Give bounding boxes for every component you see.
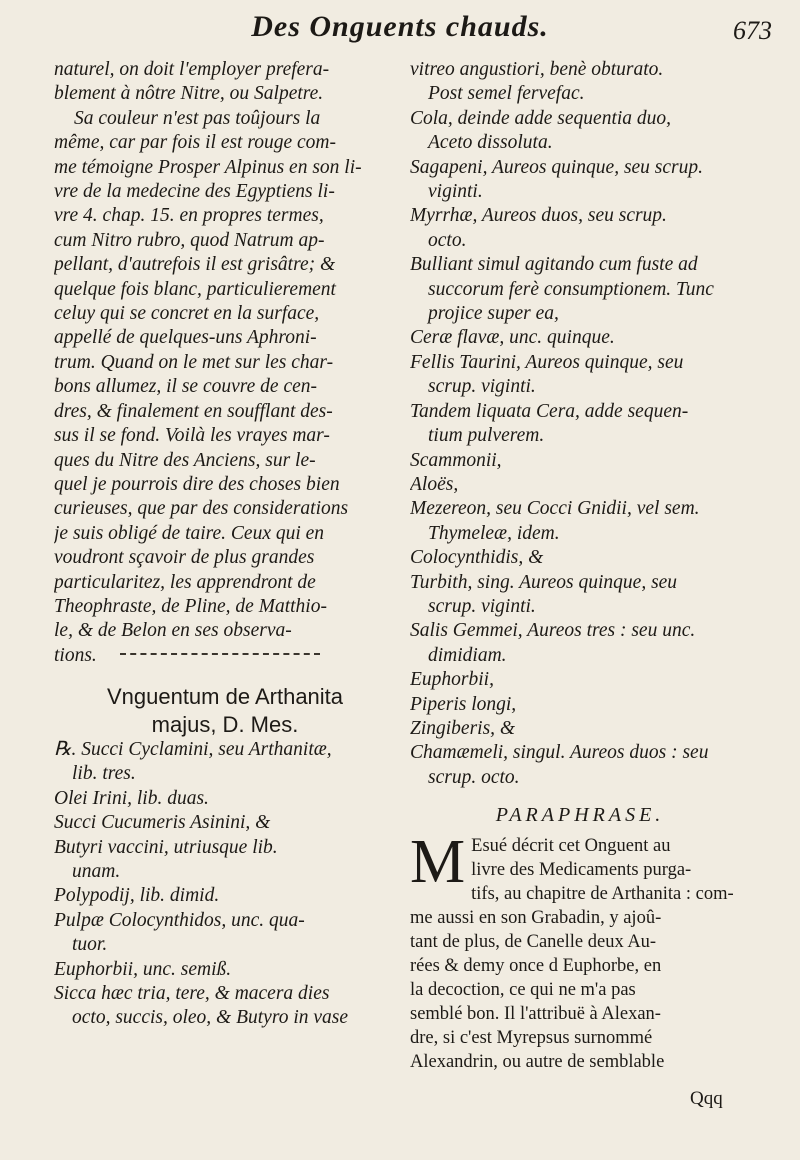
recipe-line: Pulpæ Colocynthidos, unc. qua- bbox=[54, 909, 305, 931]
running-title: Des Onguents chauds. bbox=[251, 10, 549, 43]
recipe-line: Chamæmeli, singul. Aureos duos : seu bbox=[410, 742, 709, 764]
recipe-line: scrup. viginti. bbox=[428, 376, 536, 398]
text-line: quel je pourrois dire des choses bien bbox=[54, 473, 340, 495]
text-line: me témoigne Prosper Alpinus en son li- bbox=[54, 156, 362, 178]
recipe-line: Scammonii, bbox=[410, 449, 502, 471]
paraphrase-line: tant de plus, de Canelle deux Au- bbox=[410, 931, 657, 952]
paraphrase-line: la decoction, ce qui ne m'a pas bbox=[410, 979, 636, 1000]
paraphrase-line: me aussi en son Grabadin, y ajoû- bbox=[410, 907, 662, 928]
recipe-line: Bulliant simul agitando cum fuste ad bbox=[410, 254, 698, 276]
recipe-line: Cola, deinde adde sequentia duo, bbox=[410, 107, 672, 129]
left-column-intro bbox=[54, 58, 396, 668]
paraphrase-line: semblé bon. Il l'attribuë à Alexan- bbox=[410, 1003, 661, 1024]
left-column-recipe bbox=[54, 738, 396, 1031]
recipe-line: Euphorbii, unc. semiß. bbox=[54, 958, 232, 980]
paraphrase-heading: PARAPHRASE. bbox=[495, 804, 665, 827]
recipe-line: Turbith, sing. Aureos quinque, seu bbox=[410, 571, 678, 593]
text-line: tions. bbox=[54, 644, 97, 666]
recipe-line: succorum ferè consumptionem. Tunc bbox=[428, 278, 714, 300]
recipe-line: Colocynthidis, & bbox=[410, 547, 544, 569]
text-line: quelque fois blanc, particulierement bbox=[54, 278, 336, 300]
paraphrase-line: livre des Medicaments purga- bbox=[471, 859, 692, 880]
catchword-signature: Qqq bbox=[690, 1088, 723, 1109]
text-line: appellé de quelques-uns Aphroni- bbox=[54, 327, 317, 349]
paraphrase-line: rées & demy once d Euphorbe, en bbox=[410, 955, 662, 976]
text-line: ques du Nitre des Anciens, sur le- bbox=[54, 449, 316, 471]
recipe-line: Zingiberis, & bbox=[410, 717, 516, 739]
recipe-line: scrup. octo. bbox=[428, 766, 520, 788]
paraphrase-line: dre, si c'est Myrepsus surnommé bbox=[410, 1027, 653, 1048]
paraphrase-line: Alexandrin, ou autre de semblable bbox=[410, 1051, 665, 1072]
recipe-line: tium pulverem. bbox=[428, 425, 545, 447]
recipe-line: Ceræ flavæ, unc. quinque. bbox=[410, 327, 615, 349]
recipe-line: Euphorbii, bbox=[410, 669, 494, 691]
recipe-line: Piperis longi, bbox=[410, 693, 517, 715]
recipe-line: Succi Cucumeris Asinini, & bbox=[54, 812, 271, 834]
recipe-line: lib. tres. bbox=[72, 763, 136, 785]
recipe-line: Sagapeni, Aureos quinque, seu scrup. bbox=[410, 156, 704, 178]
text-line: Sa couleur n'est pas toûjours la bbox=[74, 107, 321, 129]
recipe-line: Fellis Taurini, Aureos quinque, seu bbox=[410, 351, 684, 373]
recipe-title-line: majus, D. Mes. bbox=[151, 712, 299, 737]
recipe-line: viginti. bbox=[428, 181, 483, 203]
recipe-line: vitreo angustiori, benè obturato. bbox=[410, 59, 664, 80]
text-line: voudront sçavoir de plus grandes bbox=[54, 547, 315, 569]
recipe-line: dimidiam. bbox=[428, 644, 507, 666]
paraphrase-body bbox=[410, 827, 750, 1074]
recipe-line: unam. bbox=[72, 861, 121, 883]
recipe-line: octo, succis, oleo, & Butyro in vase bbox=[72, 1007, 349, 1029]
text-line: même, car par fois il est rouge com- bbox=[54, 132, 336, 154]
paraphrase-line: Esué décrit cet Onguent au bbox=[471, 835, 671, 856]
recipe-line: Sicca hæc tria, tere, & macera dies bbox=[54, 983, 330, 1005]
recipe-line: projice super ea, bbox=[428, 303, 559, 325]
text-line: le, & de Belon en ses observa- bbox=[54, 620, 292, 642]
text-line: dres, & finalement en soufflant des- bbox=[54, 400, 333, 422]
text-line: blement à nôtre Nitre, ou Salpetre. bbox=[54, 83, 324, 105]
text-line: pellant, d'autrefois il est grisâtre; & bbox=[54, 254, 336, 276]
text-line: trum. Quand on le met sur les char- bbox=[54, 351, 334, 373]
right-column bbox=[410, 58, 750, 1074]
recipe-title-line: Vnguentum de Arthanita bbox=[106, 684, 344, 709]
recipe-line: Aloës, bbox=[410, 473, 459, 495]
recipe-line: scrup. viginti. bbox=[428, 595, 536, 617]
text-line: naturel, on doit l'employer prefera- bbox=[54, 59, 330, 80]
recipe-line: Polypodij, lib. dimid. bbox=[54, 885, 220, 907]
text-line: je suis obligé de taire. Ceux qui en bbox=[54, 522, 325, 544]
section-divider bbox=[120, 653, 320, 655]
recipe-line: Mezereon, seu Cocci Gnidii, vel sem. bbox=[410, 498, 700, 520]
text-line: curieuses, que par des considerations bbox=[54, 498, 349, 520]
recipe-line: Myrrhæ, Aureos duos, seu scrup. bbox=[410, 205, 667, 227]
text-line: vre 4. chap. 15. en propres termes, bbox=[54, 205, 324, 227]
recipe-line: Post semel fervefac. bbox=[428, 83, 585, 105]
recipe-line: Butyri vaccini, utriusque lib. bbox=[54, 836, 278, 858]
page-number: 673 bbox=[733, 16, 772, 45]
recipe-line: tuor. bbox=[72, 934, 108, 956]
text-line: bons allumez, il se couvre de cen- bbox=[54, 376, 317, 398]
text-line: particularitez, les apprendront de bbox=[54, 571, 316, 593]
recipe-line: Aceto dissoluta. bbox=[428, 132, 553, 154]
recipe-title bbox=[54, 683, 396, 739]
drop-cap: M bbox=[410, 827, 466, 896]
recipe-line: Thymeleæ, idem. bbox=[428, 522, 560, 544]
paraphrase-line: tifs, au chapitre de Arthanita : com- bbox=[471, 883, 734, 904]
recipe-line: Salis Gemmei, Aureos tres : seu unc. bbox=[410, 620, 696, 642]
recipe-line: octo. bbox=[428, 229, 467, 251]
text-line: cum Nitro rubro, quod Natrum ap- bbox=[54, 229, 325, 251]
recipe-line: Olei Irini, lib. duas. bbox=[54, 787, 209, 809]
text-line: sus il se fond. Voilà les vrayes mar- bbox=[54, 425, 330, 447]
text-line: vre de la medecine des Egyptiens li- bbox=[54, 181, 335, 203]
text-line: Theophraste, de Pline, de Matthio- bbox=[54, 595, 327, 617]
page-header bbox=[0, 0, 800, 58]
recipe-line: Tandem liquata Cera, adde sequen- bbox=[410, 400, 689, 422]
recipe-line: ℞. Succi Cyclamini, seu Arthanitæ, bbox=[54, 739, 332, 760]
text-line: celuy qui se concret en la surface, bbox=[54, 303, 320, 325]
